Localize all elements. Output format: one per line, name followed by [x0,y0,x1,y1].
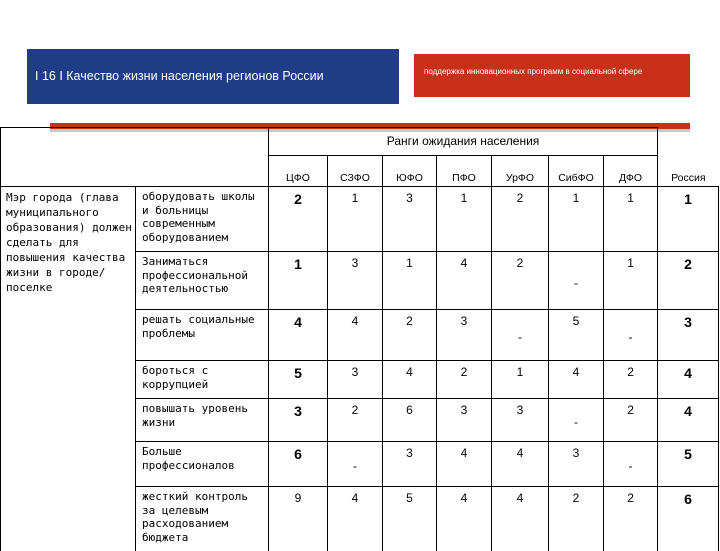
value-cell: 4 [437,487,492,551]
region-header-yufo: ЮФО [383,156,437,187]
value-cell: 4 [658,399,719,442]
subtitle-banner [414,54,690,97]
value-cell: 1 [383,252,437,310]
value-cell: - [549,252,604,310]
value-cell: 6 [269,442,328,487]
value-cell: 5 [383,487,437,551]
value-cell: 5 [658,442,719,487]
group-header: Ранги ожидания населения [269,128,658,156]
action-cell: бороться с коррупцией [136,361,269,399]
value-cell: 1 [492,361,549,399]
value-cell: 4 [658,361,719,399]
action-cell: Заниматься профессиональной деятельностью [136,252,269,310]
value-cell: 1 [604,187,658,252]
value-cell: 1 [658,187,719,252]
region-header-szfo: СЗФО [328,156,383,187]
action-cell: повышать уровень жизни [136,399,269,442]
actor-cell: Мэр города (глава муниципального образования) должен сделать для повышения качества жизни в городе/поселке [1,187,136,551]
region-header-pfo: ПФО [437,156,492,187]
value-cell: 5 [549,310,604,361]
value-cell: 1 [437,187,492,252]
page-subtitle: поддержка инновационных программ в социальной сфере [424,67,642,76]
value-cell: 4 [492,487,549,551]
value-cell: - [549,399,604,442]
value-cell: 4 [492,442,549,487]
value-cell: 1 [549,187,604,252]
value-cell: 2 [437,361,492,399]
value-cell: 9 [269,487,328,551]
value-cell: 3 [437,310,492,361]
value-cell: - [604,310,658,361]
value-cell: 2 [328,399,383,442]
value-cell: 5 [269,361,328,399]
ranks-table [0,127,719,551]
value-cell: 2 [549,487,604,551]
value-cell: - [604,442,658,487]
region-header-russia: Россия [658,128,719,187]
value-cell: 4 [269,310,328,361]
value-cell: 2 [658,252,719,310]
value-cell: 1 [604,252,658,310]
action-cell: решать социальные проблемы [136,310,269,361]
title-banner [27,49,399,104]
value-cell: 3 [383,187,437,252]
value-cell: 4 [328,487,383,551]
value-cell: 3 [658,310,719,361]
value-cell: 2 [604,399,658,442]
value-cell: 3 [269,399,328,442]
value-cell: 1 [269,252,328,310]
value-cell: 2 [604,361,658,399]
value-cell: 4 [328,310,383,361]
value-cell: 4 [549,361,604,399]
page-title: I 16 I Качество жизни населения регионов России [35,69,324,83]
region-header-sibfo: СибФО [549,156,604,187]
region-header-urfo: УрФО [492,156,549,187]
value-cell: 6 [383,399,437,442]
action-cell: Больше профессионалов [136,442,269,487]
value-cell: - [328,442,383,487]
value-cell: 4 [383,361,437,399]
value-cell: 4 [437,442,492,487]
value-cell: 3 [383,442,437,487]
value-cell: 3 [328,361,383,399]
action-cell: жесткий контроль за целевым расходованием бюджета [136,487,269,551]
value-cell: 2 [383,310,437,361]
table-row [1,187,719,252]
action-cell: оборудовать школы и больницы современным оборудованием [136,187,269,252]
region-header-dfo: ДФО [604,156,658,187]
value-cell: 2 [269,187,328,252]
value-cell: 3 [549,442,604,487]
value-cell: 3 [492,399,549,442]
value-cell: 3 [328,252,383,310]
value-cell: 1 [328,187,383,252]
value-cell: 3 [437,399,492,442]
value-cell: - [492,310,549,361]
value-cell: 2 [492,187,549,252]
value-cell: 6 [658,487,719,551]
value-cell: 2 [604,487,658,551]
value-cell: 2 [492,252,549,310]
header-empty-cell [1,128,269,187]
value-cell: 4 [437,252,492,310]
region-header-cfo: ЦФО [269,156,328,187]
